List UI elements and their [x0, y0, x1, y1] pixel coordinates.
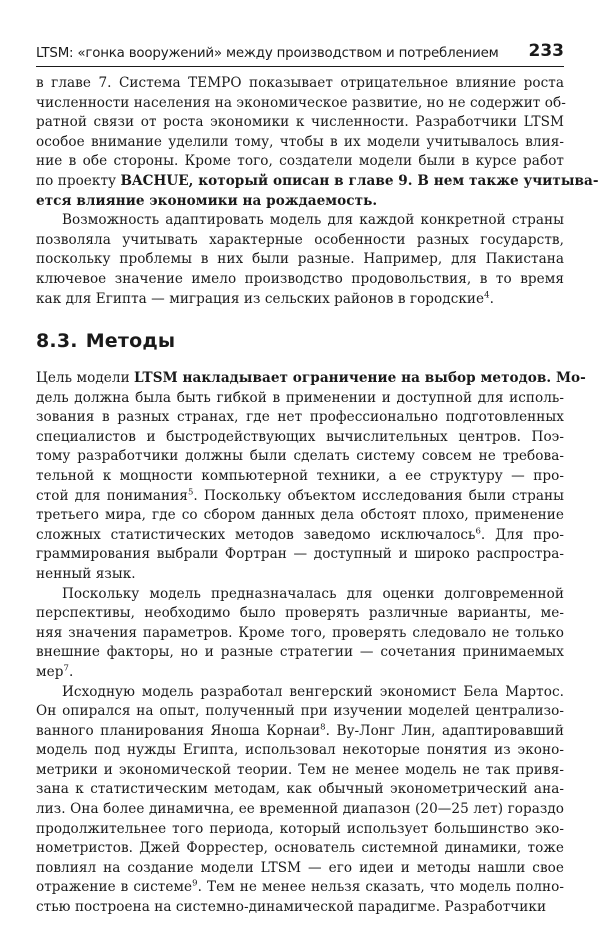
text-run: стой для понимания: [36, 487, 188, 504]
text-run: внешние факторы, но и разные стратегии — сочетания принимаемых: [36, 644, 564, 661]
text-run: дель должна была быть гибкой в применении и доступной для исполь-: [36, 389, 564, 406]
text-line: [36, 172, 599, 192]
text-run: няя значения параметров. Кроме того, проверять следовало не только: [36, 624, 564, 641]
text-run: поскольку проблемы в них были разные. Например, для Пакистана: [36, 251, 564, 268]
text-line: [36, 270, 564, 290]
text-line: [36, 800, 564, 820]
text-line: [36, 663, 564, 683]
text-run: . Тем не менее нельзя сказать, что модель полно-: [197, 879, 564, 896]
text-run: нометристов. Джей Форрестер, основатель системной динамики, тоже: [36, 840, 564, 857]
footnote-ref: 5: [187, 487, 194, 498]
text-run: метрики и экономической теории. Тем не менее модель не так привя-: [36, 761, 564, 778]
text-line: [36, 859, 564, 879]
text-run: модель под нужды Египта, использовал некоторые понятия из эконо-: [36, 742, 564, 759]
text-run: зана к статистическим методам, как обычный эконометрический ана-: [36, 781, 564, 798]
text-run: .: [68, 663, 74, 680]
text-line: [36, 898, 564, 918]
section-title: Методы: [85, 330, 176, 352]
text-run: Поскольку модель предназначалась для оценки долговременной: [62, 585, 564, 602]
text-line: [36, 192, 564, 212]
text-line: [36, 761, 564, 781]
text-run: зования в разных странах, где нет профессионально подготовленных: [36, 409, 564, 426]
section-number: 8.3.: [36, 330, 78, 352]
text-line: [36, 820, 564, 840]
section-heading: [36, 330, 175, 352]
text-line: [36, 231, 564, 251]
bold-text-run: LTSM накладывает ограничение на выбор методов. Мо-: [134, 370, 586, 386]
text-line: [36, 250, 564, 270]
text-line: [36, 211, 564, 231]
footnote-ref: 6: [475, 526, 481, 537]
text-run: Исходную модель разработал венгерский экономист Бела Мартос.: [62, 683, 564, 700]
paragraph: [36, 369, 586, 585]
text-line: [36, 780, 564, 800]
text-line: [36, 152, 564, 172]
bold-text-run: BACHUE, который описан в главе 9. В нем также учитыва-: [120, 172, 599, 189]
text-run: перспективы, необходимо было проверять различные варианты, ме-: [36, 605, 564, 622]
text-line: [36, 369, 586, 389]
footnote-ref: 4: [484, 290, 490, 300]
text-run: сложных статистических методов заведомо исключалось: [36, 526, 476, 543]
footnote-ref: 8: [320, 722, 326, 733]
text-run: стью построена на системно-динамической парадигме. Разработчики: [36, 899, 547, 916]
text-line: [36, 702, 564, 722]
text-run: третьего мира, где со сбором данных дела обстоят плохо, применение: [36, 507, 564, 524]
text-run: ключевое значение имело производство продовольствия, в то время: [36, 270, 564, 287]
text-run: продолжительнее того периода, который использует большинство эко-: [36, 820, 564, 837]
text-run: специалистов и быстродействующих вычислительных центров. Поэ-: [36, 428, 564, 445]
running-title: LTSM: «гонка вооружений» между производством и потреблением: [36, 46, 499, 61]
body-text-main: [36, 369, 586, 918]
running-head: [36, 40, 564, 67]
text-line: [36, 428, 564, 448]
text-line: [36, 133, 564, 153]
text-run: Цель модели: [36, 370, 135, 386]
text-run: как для Египта — миграция из сельских районов в городские: [36, 290, 485, 307]
paragraph: [36, 585, 564, 683]
footnote-ref: 7: [63, 663, 69, 674]
text-run: .: [489, 290, 494, 307]
text-line: [36, 604, 564, 624]
text-line: [36, 526, 564, 546]
text-line: [36, 408, 564, 428]
paragraph: [36, 74, 599, 211]
text-line: [36, 447, 564, 467]
paragraph: [36, 683, 564, 918]
text-run: . Для про-: [480, 526, 564, 543]
text-run: ратной связи от роста экономики к численности. Разработчики LTSM: [36, 114, 564, 131]
text-line: [36, 624, 564, 644]
text-run: лиз. Она более динамична, ее временной диапазон (20—25 лет) гораздо: [36, 801, 564, 818]
text-line: [36, 545, 564, 565]
text-line: [36, 506, 564, 526]
text-line: [36, 290, 564, 310]
text-run: численности населения на экономическое развитие, но не содержит об-: [36, 94, 566, 111]
page-number: 233: [528, 41, 564, 61]
bold-text-run: ется влияние экономики на рождаемость.: [36, 192, 378, 209]
text-line: [36, 878, 564, 898]
book-page: [36, 0, 599, 932]
paragraph: [36, 211, 564, 309]
text-run: ванного планирования Яноша Корнаи: [36, 722, 321, 739]
text-line: [36, 643, 564, 663]
text-line: [36, 839, 564, 859]
text-line: [36, 389, 564, 409]
text-line: [36, 487, 564, 507]
text-run: позволяла учитывать характерные особенности разных государств,: [36, 231, 564, 248]
text-run: по проекту: [36, 172, 121, 189]
text-line: [36, 113, 564, 133]
text-run: повлиял на создание модели LTSM — его идеи и методы нашли свое: [36, 859, 564, 876]
text-run: ненный язык.: [36, 565, 136, 582]
text-run: мер: [36, 663, 64, 680]
text-line: [36, 565, 564, 585]
text-run: ние в обе стороны. Кроме того, создатели модели были в курсе работ: [36, 153, 564, 170]
text-line: [36, 74, 564, 94]
text-run: Он опирался на опыт, полученный при изучении моделей централизо-: [36, 703, 564, 720]
text-line: [36, 741, 564, 761]
text-run: Возможность адаптировать модель для каждой конкретной страны: [62, 212, 564, 229]
text-line: [36, 683, 564, 703]
text-run: тельной к мощности компьютерной техники, а ее структуру — про-: [36, 467, 564, 484]
text-run: . Поскольку объектом исследования были страны: [193, 487, 564, 504]
text-line: [36, 722, 564, 742]
text-line: [36, 94, 564, 114]
text-run: в главе 7. Система TEMPO показывает отрицательное влияние роста: [36, 75, 564, 91]
text-run: . Ву-Лонг Лин, адаптировавший: [325, 722, 564, 739]
text-run: тому разработчики должны были сделать систему совсем не требова-: [36, 448, 564, 465]
text-line: [36, 585, 564, 605]
text-run: отражение в системе: [36, 879, 193, 896]
body-text-top: [36, 74, 599, 309]
footnote-ref: 9: [192, 878, 198, 889]
text-run: особое внимание уделили тому, чтобы в их модели учитывалось влия-: [36, 133, 564, 150]
text-line: [36, 467, 564, 487]
text-run: граммирования выбрали Фортран — доступный и широко распростра-: [36, 546, 564, 563]
